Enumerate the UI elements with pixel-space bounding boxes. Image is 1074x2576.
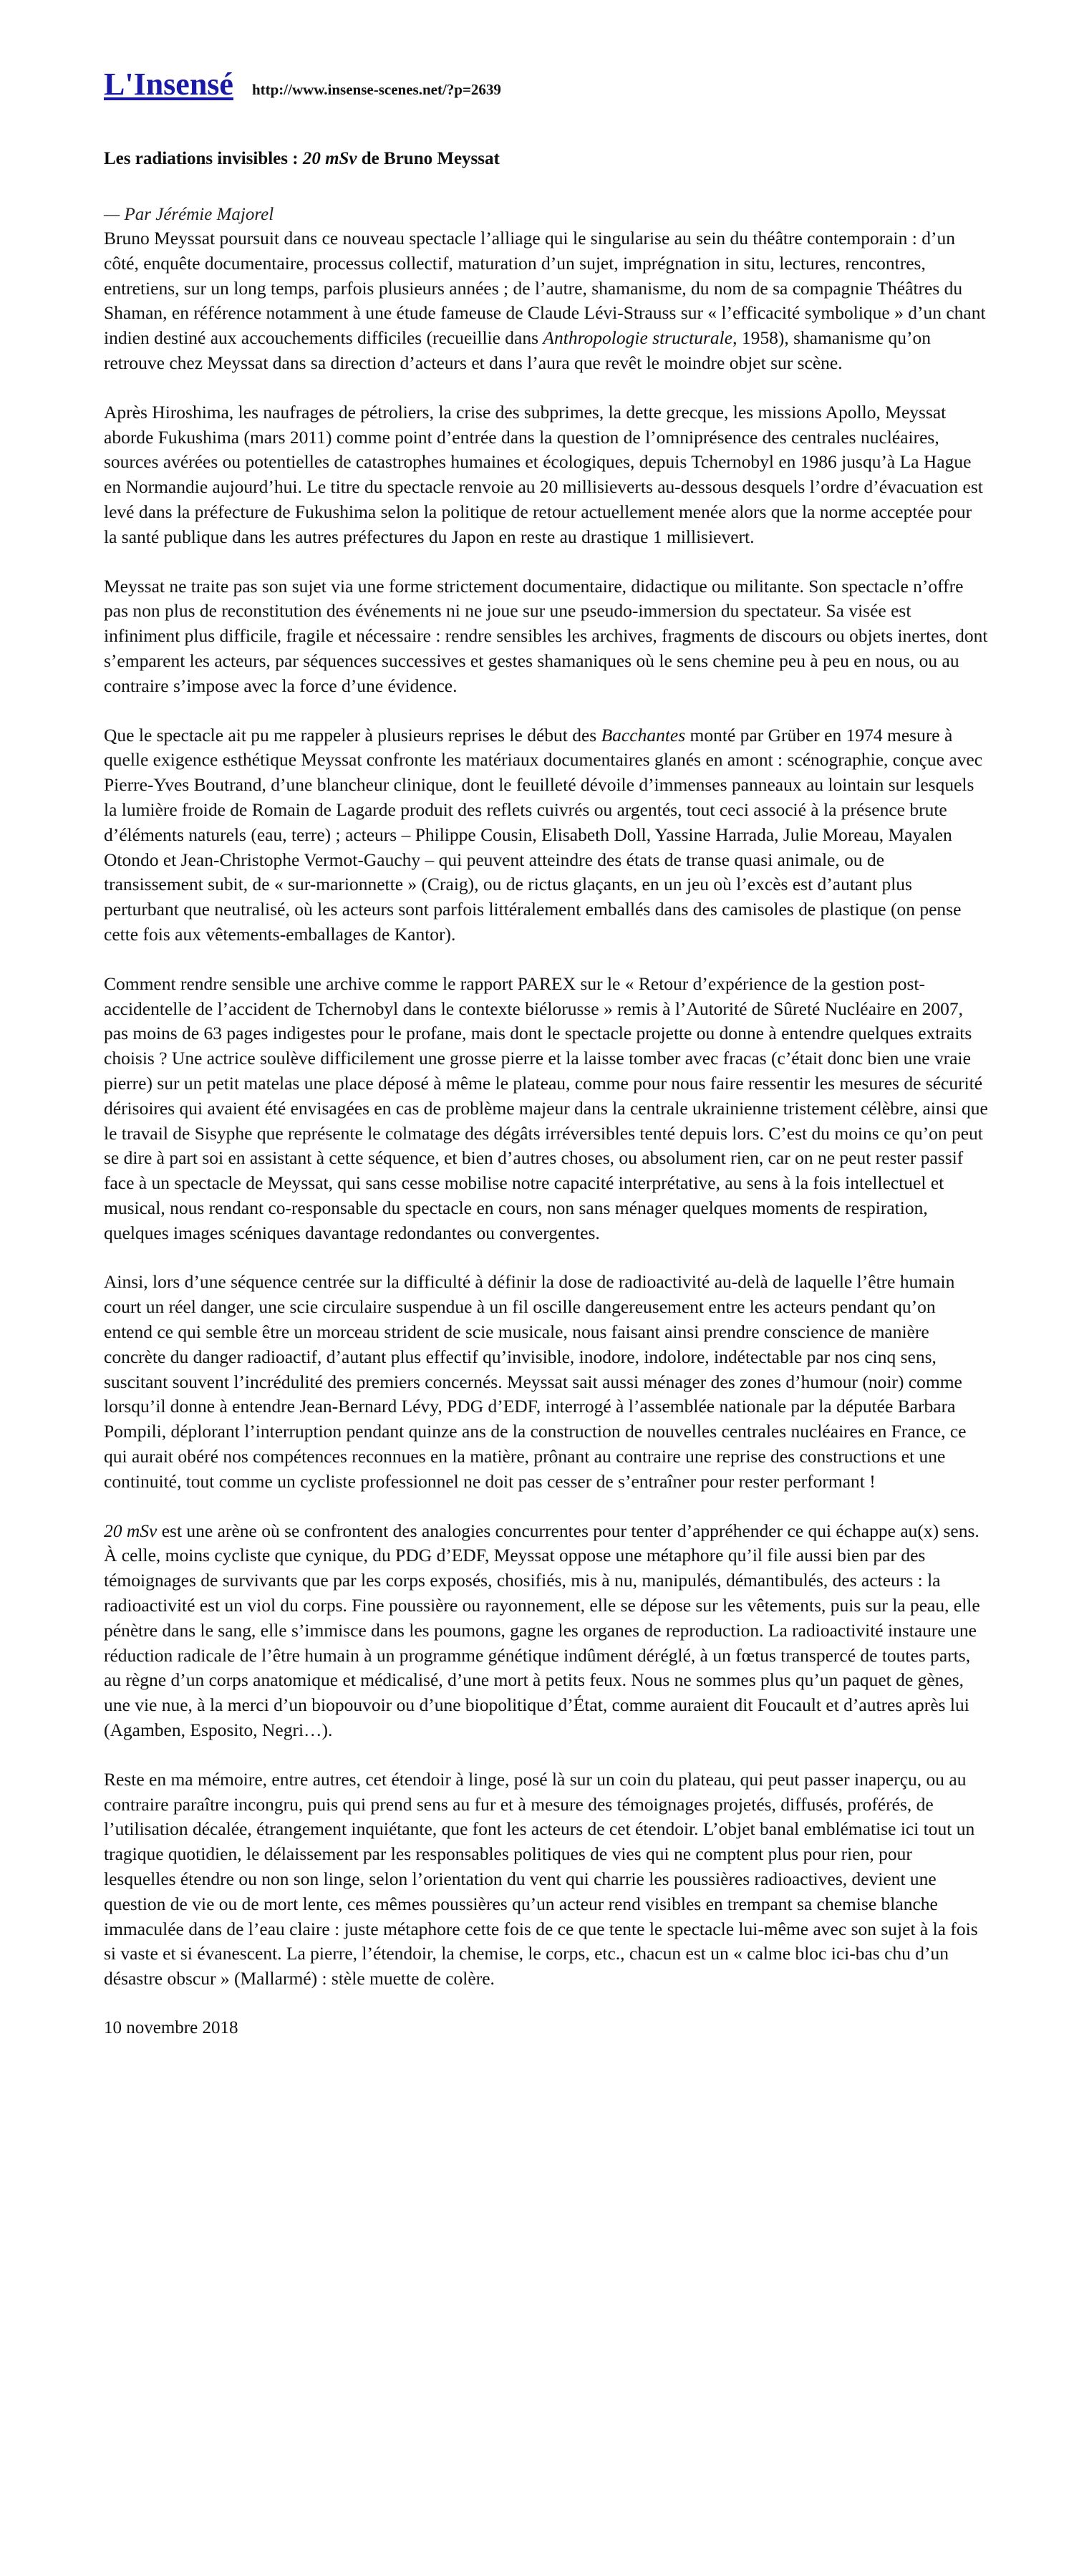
title-prefix: Les radiations invisibles : — [104, 149, 303, 168]
article-byline: — Par Jérémie Majorel — [104, 205, 274, 224]
p4-work-title: Bacchantes — [601, 724, 686, 746]
publication-date: 10 novembre 2018 — [104, 2018, 238, 2037]
p7-show-title: 20 mSv — [104, 1520, 158, 1541]
paragraph-1 — [104, 226, 988, 376]
paragraph-4 — [104, 723, 988, 947]
p4-text-a: Que le spectacle ait pu me rappeler à plusieurs reprises le début des — [104, 724, 601, 746]
p1-text-a: Bruno Meyssat poursuit dans ce nouveau spectacle l’alliage qui le singularise au sein du théâtre contemporain : d’un côté, enquête documentaire, processus collectif, maturation d’un sujet, imprégnation in situ, lectures, rencontres, entretiens, sur un long temps, parfois plusieurs années ; de l’autre, shamanisme, du nom de sa compagnie Théâtres du Shaman, en référence notamment à une étude fameuse de Claude Lévi-Strauss sur « l’efficacité symbolique » d’un chant indien destiné aux accouchements difficiles (recueillie dans — [104, 228, 986, 349]
paragraph-3: Meyssat ne traite pas son sujet via une forme strictement documentaire, didactique ou militante. Son spectacle n’offre pas non plus de reconstitution des événements ni ne joue sur une pseudo-immersion du spectateur. Sa visée est infiniment plus difficile, fragile et nécessaire : rendre sensibles les archives, fragments de discours ou objets inertes, dont s’emparent les acteurs, par séquences successives et gestes shamaniques où le sens chemine peu à peu en nous, ou au contraire s’impose avec la force d’une évidence. — [104, 575, 988, 696]
title-suffix: de Bruno Meyssat — [357, 149, 500, 168]
source-url: http://www.insense-scenes.net/?p=2639 — [251, 81, 501, 98]
site-logo-link[interactable]: L'Insensé — [104, 67, 233, 102]
paragraph-6: Ainsi, lors d’une séquence centrée sur la difficulté à définir la dose de radioactivité au-delà de laquelle l’être humain court un réel danger, une scie circulaire suspendue à un fil oscille dangereusement entre les acteurs pendant qu’on entend ce qui semble être un morceau strident de scie musicale, nous faisant ainsi prendre conscience de manière concrète du danger radioactif, d’autant plus effectif qu’invisible, inodore, indolore, indétectable par nos cinq sens, suscitant souvent l’incrédulité des premiers concernés. Meyssat sait aussi ménager des zones d’humour (noir) comme lorsqu’il donne à entendre Jean-Bernard Lévy, PDG d’EDF, interrogé à l’assemblée nationale par la députée Barbara Pompili, déplorant l’interruption pendant quinze ans de la construction de nouvelles centrales nucléaires en France, ce qui aurait obéré nos compétences reconnues en la matière, prônant au contraire une reprise des constructions et une continuité, tout comme un cycliste professionnel ne doit pas cesser de s’entraîner pour rester performant ! — [104, 1271, 967, 1492]
p1-text-b: , 1958), shamanisme qu’on retrouve chez Meyssat dans sa direction d’acteurs et dans l’aura que revêt le moindre objet sur scène. — [104, 327, 932, 373]
title-italic: 20 mSv — [302, 149, 357, 168]
p7-text-b: est une arène où se confrontent des analogies concurrentes pour tenter d’appréhender ce qui échappe au(x) sens. À celle, moins cycliste que cynique, du PDG d’EDF, Meyssat oppose une métaphore qu’il file aussi bien par des témoignages de survivants que par les corps exposés, chosifiés, mis à nu, manipulés, démantibulés, des acteurs : la radioactivité est un viol du corps. Fine poussière ou rayonnement, elle se dépose sur les vêtements, puis sur la peau, elle pénètre dans le sang, elle s’immisce dans les poumons, gagne les organes de reproduction. La radioactivité instaure une réduction radicale de l’être humain à un programme génétique indûment déréglé, à un fœtus transpercé de toutes parts, au règne d’un corps anatomique et médicalisé, d’une mort à petits feux. Nous ne sommes plus qu’un paquet de gènes, une vie nue, à la merci d’un biopouvoir ou d’une biopolitique d’État, comme auraient dit Foucault et d’autres après lui (Agamben, Esposito, Negri…). — [104, 1520, 980, 1741]
p1-book-title: Anthropologie structurale — [543, 327, 733, 349]
masthead — [104, 66, 988, 116]
paragraph-2: Après Hiroshima, les naufrages de pétroliers, la crise des subprimes, la dette grecque, les missions Apollo, Meyssat aborde Fukushima (mars 2011) comme point d’entrée dans la question de l’omniprésence des centrales nucléaires, sources avérées ou potentielles de catastrophes humaines et écologiques, depuis Tchernobyl en 1986 jusqu’à La Hague en Normandie aujourd’hui. Le titre du spectacle renvoie au 20 millisieverts au-dessous desquels l’ordre d’évacuation est levé dans la préfecture de Fukushima selon la politique de retour actuellement menée alors que la norme acceptée pour la santé publique dans les autres préfectures du Japon en reste au drastique 1 millisievert. — [104, 401, 983, 547]
paragraph-7 — [104, 1519, 988, 1743]
paragraph-8: Reste en ma mémoire, entre autres, cet étendoir à linge, posé là sur un coin du plateau, qui peut passer inaperçu, ou au contraire paraître incongru, puis qui prend sens au fur et à mesure des témoignages projetés, diffusés, proférés, de l’utilisation décalée, étrangement inquiétante, que font les acteurs de cet étendoir. L’objet banal emblématise ici tout un tragique quotidien, le délaissement par les responsables politiques de vies qui ne comptent plus pour rien, pour lesquelles étendre ou non son linge, selon l’orientation du vent qui charrie les poussières radioactives, devient une question de vie ou de mort lente, ces mêmes poussières qu’un acteur rend visibles en trempant sa chemise blanche immaculée dans de l’eau claire : juste métaphore cette fois de ce que tente le spectacle lui-même avec son sujet à la fois si vaste et si évanescent. La pierre, l’étendoir, la chemise, le corps, etc., chacun est un « calme bloc ici-bas chu d’un désastre obscur » (Mallarmé) : stèle muette de colère. — [104, 1768, 978, 1989]
article-title — [104, 148, 988, 170]
article-page — [104, 66, 988, 2040]
paragraph-5: Comment rendre sensible une archive comme le rapport PAREX sur le « Retour d’expérience de la gestion post-accidentelle de l’accident de Tchernobyl dans le contexte biélorusse » remis à l’Autorité de Sûreté Nucléaire en 2007, pas moins de 63 pages indigestes pour le profane, mais dont le spectacle projette ou donne à entendre quelques extraits choisis ? Une actrice soulève difficilement une grosse pierre et la laisse tomber avec fracas (c’était donc bien une vraie pierre) sur un petit matelas une place déposé à même le plateau, comme pour nous faire ressentir les mesures de sécurité dérisoires qui avaient été envisagées en cas de problème majeur dans la centrale ukrainienne tristement célèbre, ainsi que le travail de Sisyphe que représente le colmatage des dégâts irréversibles tenté depuis lors. C’est du moins ce qu’on peut se dire à part soi en assistant à cette séquence, et bien d’autres choses, ou absolument rien, car on ne peut rester passif face à un spectacle de Meyssat, qui sans cesse mobilise notre capacité interprétative, au sens à la fois intellectuel et musical, nous rendant co-responsable du spectacle en cours, non sans ménager quelques moments de respiration, quelques images scéniques davantage redondantes ou convergentes. — [104, 973, 988, 1243]
p4-text-b: monté par Grüber en 1974 mesure à quelle exigence esthétique Meyssat confronte les matériaux documentaires glanés en amont : scénographie, conçue avec Pierre-Yves Boutrand, d’une blancheur clinique, dont le feuilleté dévoile d’immenses panneaux au lointain sur lesquels la lumière froide de Romain de Lagarde produit des reflets cuivrés ou argentés, tout ceci associé à la présence brute d’éléments naturels (eau, terre) ; acteurs – Philippe Cousin, Elisabeth Doll, Yassine Harrada, Julie Moreau, Mayalen Otondo et Jean-Christophe Vermot-Gauchy – qui peuvent atteindre des états de transe quasi animale, ou de transissement subit, de « sur-marionnette » (Craig), ou de rictus glaçants, en un jeu où l’excès est d’autant plus perturbant que neutralisé, où les acteurs sont parfois littéralement emballés dans des camisoles de plastique (on pense cette fois aux vêtements-emballages de Kantor). — [104, 724, 983, 945]
